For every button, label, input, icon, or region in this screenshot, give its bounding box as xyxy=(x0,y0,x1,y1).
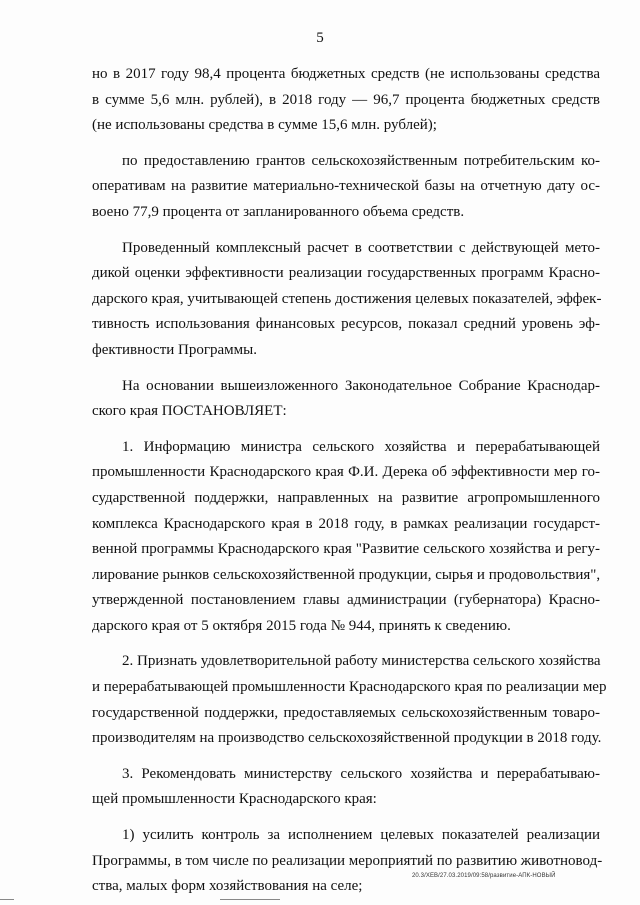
text-line: ского края ПОСТАНОВЛЯЕТ: xyxy=(92,403,287,420)
text-line: и перерабатывающей промышленности Краснодарского края по реализации мер xyxy=(92,679,607,696)
scan-artifact-dash xyxy=(220,899,280,900)
paragraph-item-2 xyxy=(92,649,607,751)
document-body xyxy=(92,62,607,900)
text-line: производителям на производство сельскохозяйственной продукции в 2018 году. xyxy=(92,730,602,747)
text-line: в сумме 5,6 млн. рублей), в 2018 году — 96,7 процента бюджетных средств xyxy=(92,91,600,108)
text-line: комплекса Краснодарского края в 2018 году, в рамках реализации государст- xyxy=(92,515,600,532)
text-line: Программы, в том числе по реализации мероприятий по развитию животновод- xyxy=(92,852,603,869)
text-line: промышленности Краснодарского края Ф.И. Дерека об эффективности мер го- xyxy=(92,464,600,481)
text-line: но в 2017 году 98,4 процента бюджетных средств (не использованы средства xyxy=(92,66,600,82)
text-line: воено 77,9 процента от запланированного объема средств. xyxy=(92,203,465,220)
text-line: (не использованы средства в сумме 15,6 млн. рублей); xyxy=(92,117,437,134)
scan-artifact-dash xyxy=(0,899,14,900)
document-footer-code: 20.3/ХЕВ/27.03.2019/09:58/развитие-АПК-НОВЫЙ xyxy=(412,873,556,879)
text-line: сударственной поддержки, направленных на развитие агропромышленного xyxy=(92,489,600,506)
paragraph-resolution-intro xyxy=(92,374,600,425)
text-line: На основании вышеизложенного Законодательное Собрание Краснодар- xyxy=(122,377,600,394)
paragraph-item-3 xyxy=(92,762,600,813)
text-line: Проведенный комплексный расчет в соответствии с действующей мето- xyxy=(122,239,600,256)
text-line: венной программы Краснодарского края "Развитие сельского хозяйства и регу- xyxy=(92,541,600,558)
paragraph-item-1 xyxy=(92,435,600,640)
text-line: щей промышленности Краснодарского края: xyxy=(92,791,377,808)
text-line: фективности Программы. xyxy=(92,341,257,358)
text-line: дикой оценки эффективности реализации государственных программ Красно- xyxy=(92,265,600,282)
text-line: по предоставлению грантов сельскохозяйственным потребительским ко- xyxy=(122,152,600,169)
text-line: 1. Информацию министра сельского хозяйства и перерабатывающей xyxy=(122,438,600,455)
paragraph-subitem-1 xyxy=(92,823,603,900)
text-line: утвержденной постановлением главы администрации (губернатора) Красно- xyxy=(92,592,600,609)
text-line: дарского края от 5 октября 2015 года № 944, принять к сведению. xyxy=(92,617,511,634)
text-line: 3. Рекомендовать министерству сельского хозяйства и перерабатываю- xyxy=(122,765,600,782)
paragraph-grants xyxy=(92,149,600,226)
text-line: лирование рынков сельскохозяйственной продукции, сырья и продовольствия", xyxy=(92,566,601,583)
paragraph-budget-funds xyxy=(92,62,600,139)
text-line: дарского края, учитывающей степень достижения целевых показателей, эффек- xyxy=(92,290,602,307)
paragraph-efficiency-assessment xyxy=(92,236,600,364)
text-line: ства, малых форм хозяйствования на селе; xyxy=(92,878,363,895)
text-line: 1) усилить контроль за исполнением целевых показателей реализации xyxy=(122,827,600,844)
page-number: 5 xyxy=(316,30,324,46)
text-line: государственной поддержки, предоставляемых сельскохозяйственным товаро- xyxy=(92,704,600,721)
text-line: тивность использования финансовых ресурсов, показал средний уровень эф- xyxy=(92,316,600,333)
text-line: оперативам на развитие материально-технической базы на отчетную дату ос- xyxy=(92,178,600,195)
text-line: 2. Признать удовлетворительной работу министерства сельского хозяйства xyxy=(122,653,601,670)
